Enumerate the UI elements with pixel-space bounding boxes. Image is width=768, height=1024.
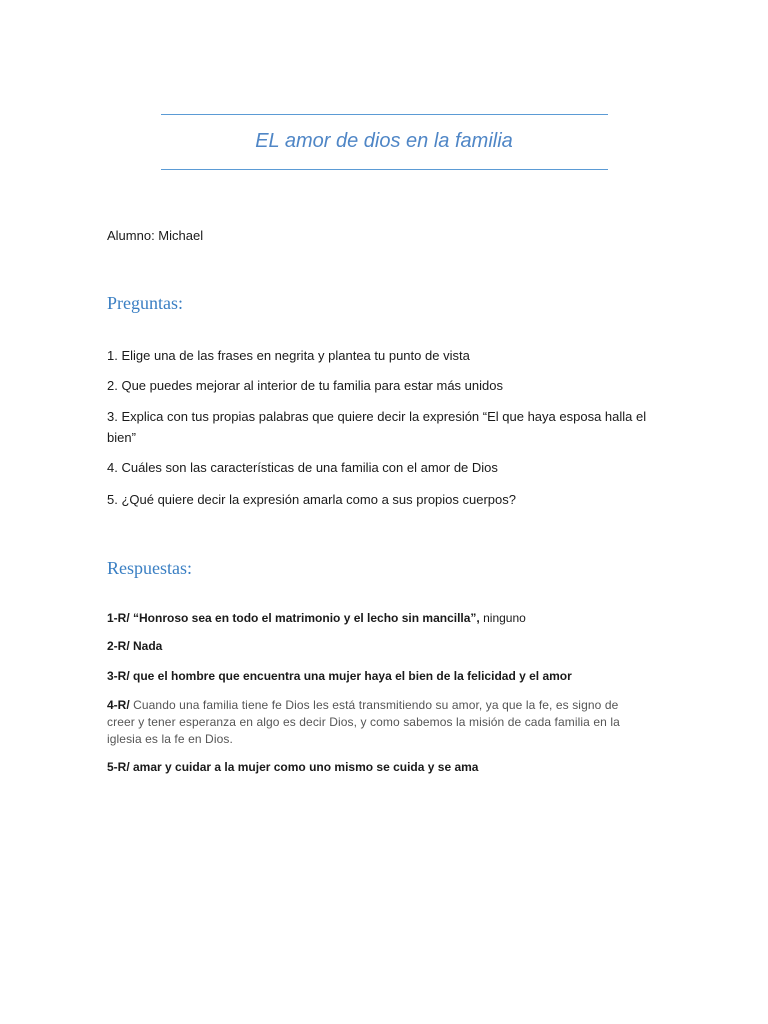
answer-3-label: 3-R/ <box>107 669 130 683</box>
question-3: 3. Explica con tus propias palabras que quiere decir la expresión “El que haya esposa halla el bien” <box>107 409 647 445</box>
answer-4 <box>107 697 637 748</box>
student-name: Alumno: Michael <box>107 228 204 243</box>
document-title: EL amor de dios en la familia <box>255 130 513 152</box>
answer-5-bold-text: amar y cuidar a la mujer como uno mismo se cuida y se ama <box>129 760 479 774</box>
title-top-rule <box>161 114 608 115</box>
answer-2 <box>107 638 637 655</box>
answer-2-bold-text: Nada <box>129 639 163 653</box>
answer-1-label: 1-R/ <box>107 611 130 625</box>
answer-3-bold-text: que el hombre que encuentra una mujer haya el bien de la felicidad y el amor <box>129 669 572 683</box>
answer-4-label: 4-R/ <box>107 698 130 712</box>
title-bottom-rule <box>161 169 608 170</box>
answer-1-plain-text: ninguno <box>479 611 526 625</box>
questions-heading: Preguntas: <box>107 293 183 313</box>
answers-heading: Respuestas: <box>107 558 192 578</box>
answer-5-label: 5-R/ <box>107 760 130 774</box>
answer-3 <box>107 668 637 685</box>
answer-1 <box>107 610 637 627</box>
answer-2-label: 2-R/ <box>107 639 130 653</box>
answer-4-plain-text: Cuando una familia tiene fe Dios les está transmitiendo su amor, ya que la fe, es signo de creer y tener esperanza en algo es decir Dios, y como sabemos la misión de cada familia en la iglesia es la fe en Dios. <box>107 698 620 746</box>
question-4: 4. Cuáles son las características de una familia con el amor de Dios <box>107 460 498 475</box>
answer-5 <box>107 759 637 776</box>
answer-1-bold-text: “Honroso sea en todo el matrimonio y el lecho sin mancilla”, <box>129 611 480 625</box>
question-5: 5. ¿Qué quiere decir la expresión amarla como a sus propios cuerpos? <box>107 492 516 507</box>
question-1: 1. Elige una de las frases en negrita y plantea tu punto de vista <box>107 348 470 363</box>
question-2: 2. Que puedes mejorar al interior de tu familia para estar más unidos <box>107 378 503 393</box>
